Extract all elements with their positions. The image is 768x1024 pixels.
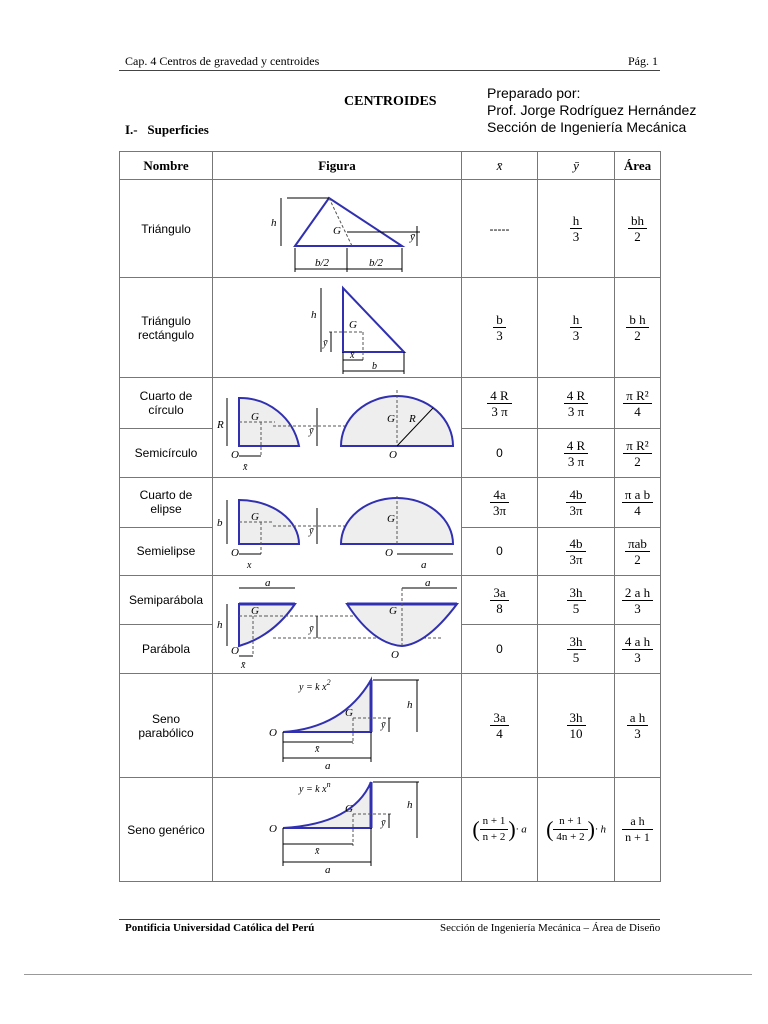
area-num: a h [622, 814, 653, 830]
dim-b: b [217, 517, 223, 529]
area-den: 2 [634, 551, 641, 567]
table-header-row [120, 152, 661, 180]
area-num: 4 a h [622, 634, 653, 650]
row-name-line2: parabólico [138, 725, 194, 740]
row-name [120, 478, 213, 528]
dim-b2-left: b/2 [315, 257, 330, 269]
col-header-figura: Figura [213, 152, 462, 180]
area-den: 3 [634, 649, 641, 665]
dim-R: R [217, 419, 224, 431]
ybar-num: h [570, 312, 583, 328]
paren-left: ( [546, 816, 554, 842]
area-num: 2 a h [622, 585, 653, 601]
dim-a: a [421, 559, 427, 571]
dim-R-semi: R [409, 413, 416, 425]
xbar-den: 8 [496, 600, 503, 616]
origin-label: O [231, 547, 239, 559]
paren-right: ) [587, 816, 595, 842]
row-xbar: 0 [462, 625, 538, 674]
ybar-num: 3h [567, 634, 586, 650]
dim-b: b [372, 361, 377, 372]
origin-label: O [231, 645, 239, 657]
row-area [615, 378, 661, 429]
table-row [120, 674, 661, 778]
centroid-label-semi: G [387, 513, 395, 525]
area-den: 2 [634, 453, 641, 469]
row-area [615, 576, 661, 625]
ybar-den: 5 [572, 600, 580, 616]
xbar-den: 3 [496, 328, 503, 343]
row-xbar [462, 576, 538, 625]
table-row [120, 180, 661, 278]
row-xbar: 0 [462, 429, 538, 478]
row-name-line1: Seno [151, 711, 181, 726]
row-xbar [462, 478, 538, 528]
row-area [615, 478, 661, 528]
figure-circle [213, 378, 462, 478]
dim-ybar: ȳ [323, 338, 328, 349]
area-num: π R² [623, 388, 651, 404]
xbar-den: 3π [492, 502, 507, 518]
row-xbar [462, 278, 538, 378]
origin-label: O [269, 727, 277, 739]
row-name-line2: elipse [150, 502, 182, 517]
dim-a: a [325, 760, 331, 772]
row-name-line2: círculo [148, 403, 184, 417]
triangle-figure [237, 182, 437, 272]
ybar-den: 3π [569, 502, 583, 518]
centroid-table [119, 151, 661, 882]
xbar-num: 3a [490, 585, 508, 601]
page-title: CENTROIDES [344, 94, 437, 109]
ybar-num: 4b [566, 536, 585, 552]
figure-parabolic-spandrel [213, 674, 462, 778]
ybar-num: h [570, 213, 583, 229]
row-ybar [538, 378, 615, 429]
footer-university: Pontificia Universidad Católica del Perú [125, 922, 315, 934]
dim-h: h [217, 619, 223, 631]
ybar-num: n + 1 [553, 814, 587, 830]
dim-x: x [247, 560, 252, 571]
ybar-num: 3h [567, 585, 586, 601]
area-den: 3 [634, 600, 641, 616]
curve-exponent: n [326, 780, 331, 789]
row-ybar [538, 576, 615, 625]
figure-generic-spandrel [213, 778, 462, 882]
row-ybar [538, 478, 615, 528]
table-row [120, 378, 661, 429]
dim-ybar: ȳ [309, 426, 314, 437]
row-area [615, 527, 661, 576]
area-num: πab [625, 536, 650, 552]
area-num: bh [628, 213, 647, 229]
paren-right: ) [508, 816, 516, 842]
origin-label-semi: O [391, 649, 399, 661]
dim-ybar: ȳ [309, 624, 314, 635]
row-ybar [538, 674, 615, 778]
dim-ybar: ȳ [309, 526, 314, 537]
centroid-label: G [333, 225, 341, 237]
area-den: 4 [634, 502, 641, 518]
prepared-line1: Preparado por: [487, 85, 581, 101]
table-row [120, 576, 661, 625]
centroid-label: G [251, 411, 259, 423]
xbar-num: b [493, 312, 506, 328]
dim-xbar: x̄ [350, 350, 355, 361]
origin-label: O [269, 823, 277, 835]
row-area [615, 429, 661, 478]
dim-xbar: x̄ [241, 660, 246, 670]
ybar-tail: · h [594, 823, 606, 836]
area-den: 3 [634, 726, 641, 741]
dim-h: h [271, 217, 277, 229]
centroid-label: G [251, 605, 259, 617]
origin-label-semi: O [385, 547, 393, 559]
figure-right-triangle [213, 278, 462, 378]
paren-left: ( [472, 816, 480, 842]
section-label: Superficies [147, 122, 209, 137]
page-number: Pág. 1 [628, 54, 658, 68]
row-name: Seno genérico [120, 778, 213, 882]
area-den: 4 [634, 403, 641, 419]
dim-ybar: ȳ [410, 231, 415, 243]
xbar-den: 3 π [491, 403, 508, 419]
table-row [120, 778, 661, 882]
dim-h: h [407, 699, 413, 711]
row-name: Triángulo [120, 180, 213, 278]
curve-equation [298, 678, 331, 693]
dim-ybar: ȳ [381, 818, 386, 829]
row-ybar [538, 180, 615, 278]
parabola-figure [213, 576, 462, 670]
xbar-num: 4a [490, 487, 509, 503]
row-name: Semicírculo [120, 429, 213, 478]
row-xbar: 0 [462, 527, 538, 576]
row-name: Semielipse [120, 527, 213, 576]
row-name: Semiparábola [120, 576, 213, 625]
area-num: π a b [622, 487, 653, 503]
row-ybar [538, 778, 615, 882]
ybar-den: 3 π [567, 453, 585, 469]
generic-spandrel-figure [213, 778, 462, 878]
row-ybar [538, 429, 615, 478]
figure-parabola [213, 576, 462, 674]
area-num: b h [626, 312, 648, 328]
row-area [615, 625, 661, 674]
col-header-nombre: Nombre [120, 152, 213, 180]
header-rule [119, 70, 660, 71]
xbar-num: 4 R [487, 388, 511, 404]
row-area [615, 674, 661, 778]
dim-ybar: ȳ [381, 720, 386, 731]
ybar-den: 3π [569, 551, 583, 567]
row-name [120, 674, 213, 778]
ybar-den: 3 π [567, 403, 585, 419]
centroid-label-semi: G [389, 605, 397, 617]
ybar-den: 5 [572, 649, 580, 665]
figure-ellipse [213, 478, 462, 576]
col-header-xbar: x̄ [462, 152, 538, 180]
row-xbar [462, 674, 538, 778]
curve-equation-text: y = k x [299, 784, 327, 795]
ybar-num: 3h [567, 710, 586, 726]
row-ybar [538, 278, 615, 378]
chapter-header: Cap. 4 Centros de gravedad y centroides [125, 54, 320, 68]
ybar-num: 4 R [564, 388, 588, 404]
dim-h: h [407, 799, 413, 811]
footer-department: Sección de Ingeniería Mecánica – Área de Diseño [440, 922, 661, 934]
dim-xbar: x̄ [315, 846, 320, 857]
xbar-num: 3a [490, 710, 508, 726]
page-bottom-rule [24, 974, 752, 975]
ybar-num: 4 R [564, 438, 588, 454]
row-name-line1: Triángulo [141, 313, 191, 328]
origin-label: O [231, 449, 239, 461]
ybar-den: 4n + 2 [556, 831, 585, 843]
row-ybar [538, 527, 615, 576]
origin-label-semi: O [389, 449, 397, 461]
prepared-line3: Sección de Ingeniería Mecánica [487, 119, 687, 135]
dim-h: h [311, 309, 317, 321]
xbar-num: n + 1 [480, 814, 509, 830]
row-xbar: ----- [462, 180, 538, 278]
row-ybar [538, 625, 615, 674]
dim-a: a [325, 864, 331, 876]
centroid-label: G [345, 803, 353, 815]
row-area [615, 778, 661, 882]
footer-rule [119, 919, 660, 920]
section-heading [125, 122, 209, 138]
area-den: 2 [634, 328, 641, 343]
xbar-den: n + 2 [482, 831, 506, 843]
area-num: π R² [623, 438, 651, 454]
centroid-label-semi: G [387, 413, 395, 425]
dim-a: a [265, 577, 271, 589]
parabolic-spandrel-figure [213, 674, 462, 774]
centroid-label: G [349, 319, 357, 331]
xbar-den: 4 [496, 726, 503, 741]
row-name-line1: Cuarto de [139, 389, 193, 403]
row-name [120, 278, 213, 378]
ybar-num: 4b [566, 487, 585, 503]
dim-b2-right: b/2 [369, 257, 384, 269]
centroid-label: G [345, 707, 353, 719]
row-xbar [462, 778, 538, 882]
table-row [120, 278, 661, 378]
row-name-line1: Cuarto de [139, 488, 193, 503]
dim-a-semi: a [425, 577, 431, 589]
row-name [120, 378, 213, 429]
prepared-by [487, 85, 696, 136]
curve-equation-text: y = k x [299, 682, 327, 693]
dim-xbar: x̄ [315, 744, 320, 755]
table-row [120, 478, 661, 528]
xbar-tail: · a [515, 823, 527, 836]
figure-triangle [213, 180, 462, 278]
area-num: a h [627, 710, 649, 726]
ybar-den: 3 [572, 328, 580, 343]
col-header-ybar: ȳ [538, 152, 615, 180]
centroid-label: G [251, 511, 259, 523]
section-number: I.- [125, 122, 138, 137]
ybar-den: 10 [569, 726, 583, 741]
row-name-line2: rectángulo [137, 327, 195, 342]
row-area [615, 180, 661, 278]
curve-exponent: 2 [326, 678, 331, 687]
row-xbar [462, 378, 538, 429]
prepared-line2: Prof. Jorge Rodríguez Hernández [487, 102, 697, 118]
row-area [615, 278, 661, 378]
col-header-area: Área [615, 152, 661, 180]
circle-figure [213, 378, 462, 474]
dim-xbar: x̄ [243, 462, 248, 473]
ellipse-figure [213, 478, 462, 572]
area-den: 2 [634, 229, 641, 244]
ybar-den: 3 [572, 229, 580, 244]
row-name: Parábola [120, 625, 213, 674]
curve-equation [298, 780, 331, 795]
area-den: n + 1 [625, 830, 650, 844]
right-triangle-figure [237, 278, 437, 374]
